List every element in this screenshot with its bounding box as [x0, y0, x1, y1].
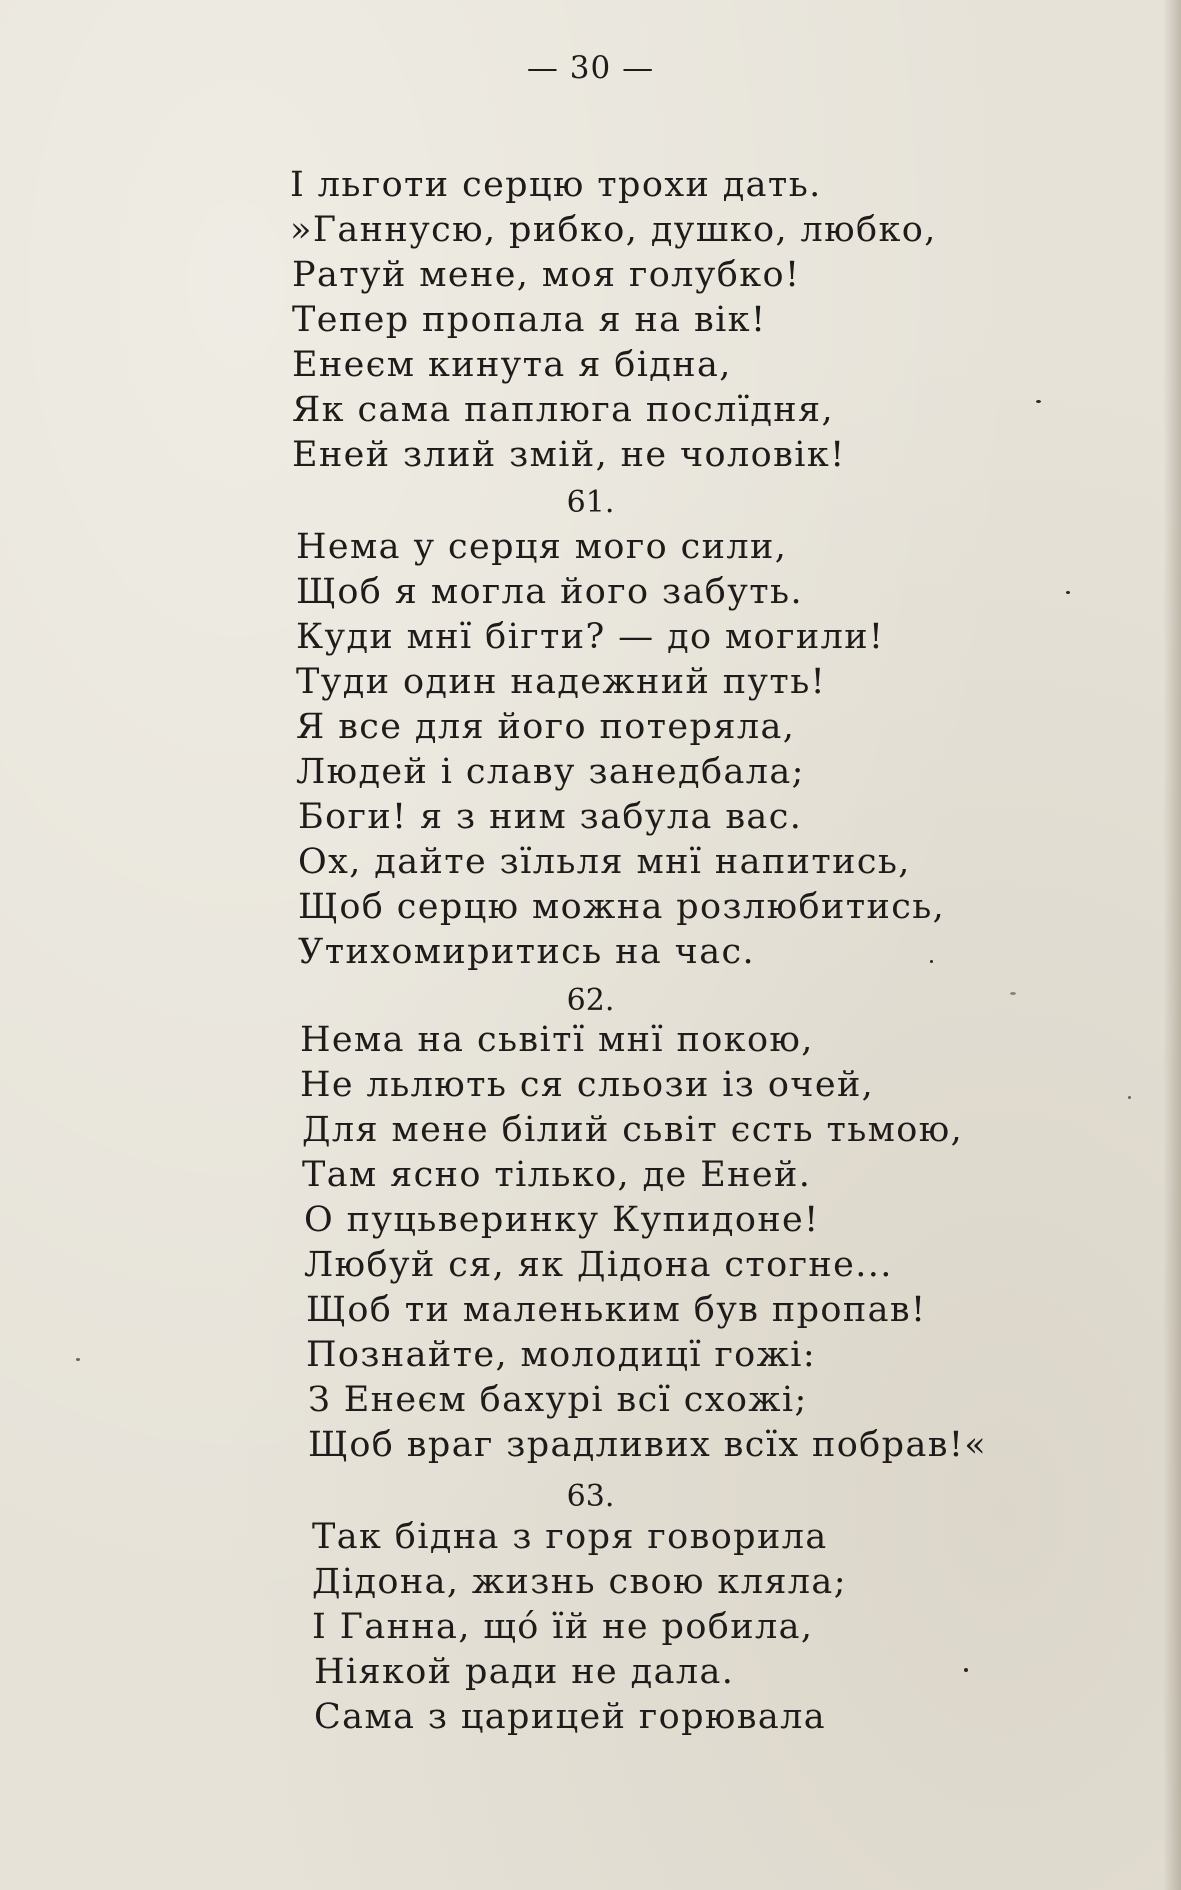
stanza-number: 63.	[566, 1479, 615, 1514]
verse-line: Так бідна з горя говорила	[312, 1517, 828, 1557]
verse-line: З Енеєм бахурі всї схожі;	[308, 1380, 808, 1420]
verse-line: І льготи серцю трохи дать.	[290, 165, 822, 205]
verse-line: Нема у серця мого сили,	[296, 527, 788, 567]
verse-line: Любуй ся, як Дідона стогне...	[304, 1245, 893, 1285]
verse-line: Як сама паплюга послїдня,	[292, 390, 835, 430]
verse-line: Щоб я могла його забуть.	[296, 572, 803, 612]
stanza-number: 62.	[566, 983, 615, 1018]
verse-line: Там ясно тілько, де Еней.	[302, 1155, 812, 1195]
verse-line: Людей і славу занедбала;	[296, 752, 805, 792]
verse-line: Еней злий змій, не чоловік!	[292, 435, 846, 475]
verse-line: Ніякой ради не дала.	[314, 1652, 735, 1692]
verse-line: Для мене білий сьвіт єсть тьмою,	[302, 1110, 964, 1150]
paper-speck	[1066, 591, 1070, 594]
page-number: — 30 —	[526, 50, 655, 86]
stanza-number: 61.	[566, 485, 615, 520]
verse-line: Познайте, молодицї гожі:	[306, 1335, 817, 1375]
verse-line: Тепер пропала я на вік!	[292, 300, 767, 340]
paper-speck	[1036, 400, 1041, 403]
verse-line: Туди один надежний путь!	[296, 662, 827, 702]
verse-line: І Ганна, що́ їй не робила,	[312, 1607, 814, 1647]
verse-line: Щоб враг зрадливих всїх побрав!«	[308, 1425, 988, 1465]
verse-line: Дідона, жизнь свою кляла;	[312, 1562, 847, 1602]
verse-line: Енеєм кинута я бідна,	[292, 345, 732, 385]
verse-line: »Ганнусю, рибко, душко, любко,	[290, 210, 937, 250]
verse-line: Утихомиритись на час.	[298, 932, 756, 972]
verse-line: Щоб ти маленьким був пропав!	[306, 1290, 927, 1330]
page-edge-shadow	[1163, 0, 1181, 1890]
verse-line: Сама з царицей горювала	[314, 1697, 827, 1737]
paper-speck	[930, 960, 933, 963]
paper-speck	[1010, 992, 1016, 995]
verse-line: Щоб серцю можна розлюбитись,	[298, 887, 946, 927]
paper-speck	[964, 1668, 968, 1672]
verse-line: Ратуй мене, моя голубко!	[292, 255, 801, 295]
verse-line: Ох, дайте зїльля мнї напитись,	[298, 842, 911, 882]
verse-line: Я все для його потеряла,	[296, 707, 796, 747]
verse-line: Куди мнї бігти? — до могили!	[296, 617, 885, 657]
paper-speck	[1128, 1096, 1131, 1099]
paper-speck	[76, 1358, 80, 1361]
verse-line: Боги! я з ним забула вас.	[298, 797, 803, 837]
verse-line: О пуцьверинку Купидоне!	[304, 1200, 820, 1240]
verse-line: Не льлють ся сльози із очей,	[300, 1065, 875, 1105]
verse-line: Нема на сьвітї мнї покою,	[300, 1020, 814, 1060]
